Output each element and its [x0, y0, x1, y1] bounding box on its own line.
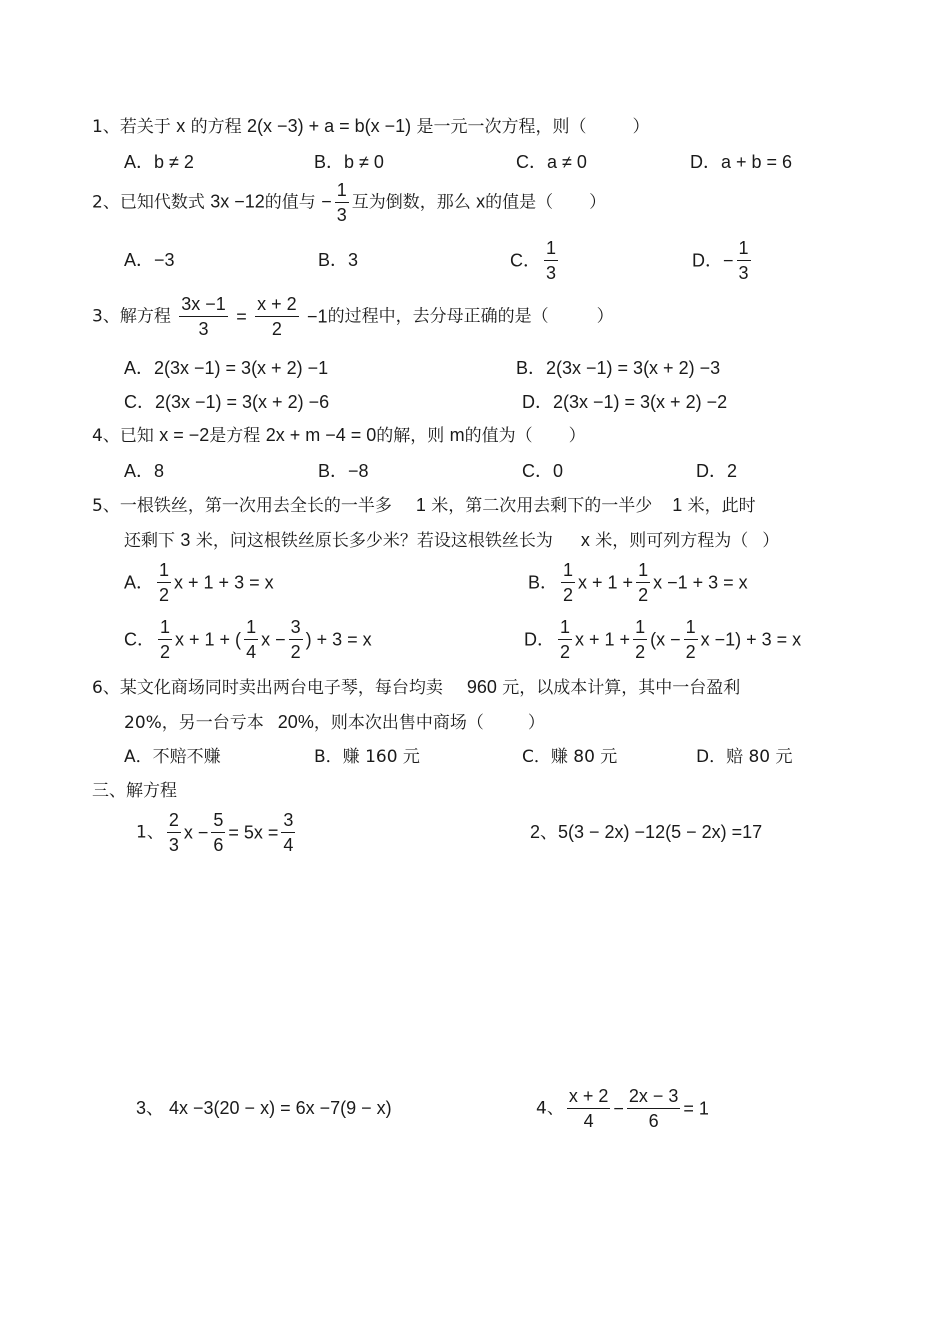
q4-equation: 2x + m −4 = 0 [265, 425, 377, 445]
q4-text: 是方程 [209, 426, 261, 446]
q3-option-d: D．2(3x −1) = 3(x + 2) −2 [522, 392, 728, 412]
q1-text: 的方程 [190, 117, 242, 137]
q3-text: 3、解方程 [92, 306, 171, 327]
q2-option-d: D．− $\frac{1}{3}$ [692, 238, 749, 283]
q2-option-c: C． $\frac{1}{3}$ [510, 238, 557, 283]
q1-text: 1、若关于 [92, 117, 171, 137]
q2-text: 2、已知代数式 [92, 192, 205, 213]
q5-stem-line2 [124, 528, 779, 553]
q6-stem-line2 [124, 710, 545, 735]
q6-text: 元，以成本计算，其中一台盈利 [502, 678, 741, 698]
q5-text: 5、一根铁丝，第一次用去全长的一半多 [92, 496, 392, 516]
q1-stem [92, 114, 650, 139]
q6-number: 960 [466, 677, 497, 697]
q3-minus-one: −1 [307, 306, 328, 327]
q3-option-a: A．2(3x −1) = 3(x + 2) −1 [124, 358, 329, 378]
problem-4: 4、 $\frac{x + 2}{4}$ − $\frac{2x - 3}{6}$ = 1 [536, 1086, 709, 1131]
q2-option-a: A．−3 [124, 250, 175, 270]
q5-option-b: B． $\frac{1}{2}$ x + 1 + $\frac{1}{2}$ x −1 + 3 = x [528, 560, 748, 605]
q2-minus: − [321, 191, 332, 212]
section-title: 三、解方程 [92, 781, 177, 801]
q6-option-c: C．赚 80 元 [522, 747, 618, 767]
problem-2: 2、5(3 − 2x) −12(5 − 2x) =17 [530, 822, 763, 842]
q6-text: ，则本次出售中商场（ [313, 713, 484, 733]
q1-option-c: C．a ≠ 0 [516, 152, 587, 172]
q3-fraction-right: $\frac{x + 2}{2}$ [257, 294, 297, 339]
q3-option-b: B．2(3x −1) = 3(x + 2) −3 [516, 358, 721, 378]
q5-text: 米，第二次用去剩下的一半少 [431, 496, 653, 516]
q5-stem-line1 [92, 493, 756, 518]
problem-1: 1、 $\frac{2}{3}$ x − $\frac{5}{6}$ = 5x = $\frac{3}{4}$ [136, 810, 294, 855]
q1-option-a: A．b ≠ 2 [124, 152, 194, 172]
q2-option-c-fraction: $\frac{1}{3}$ [546, 238, 557, 283]
q6-text: ） [527, 713, 545, 733]
q5-option-a: A． $\frac{1}{2}$ x + 1 + 3 = x [124, 560, 274, 605]
q4-stem [92, 423, 586, 448]
q3-equals: = [236, 306, 247, 327]
q1-var: x [176, 116, 186, 136]
q6-stem-line1 [92, 675, 740, 700]
problem-3: 3、 4x −3(20 − x) = 6x −7(9 − x) [136, 1098, 392, 1118]
q5-number: 1 [415, 495, 426, 515]
q5-text: ） [762, 531, 780, 551]
q3-fraction-left: $\frac{3x -1}{3}$ [181, 294, 226, 339]
q2-text: 的值是（ [485, 192, 554, 213]
q4-text: 的解，则 [376, 426, 445, 446]
q1-text: ） [632, 117, 650, 137]
q3-option-c: C．2(3x −1) = 3(x + 2) −6 [124, 392, 330, 412]
q5-option-c: C． $\frac{1}{2}$ x + 1 + ( $\frac{1}{4}$ x − $\frac{3}{2}$ ) + 3 = x [124, 617, 372, 662]
q5-text: 米，此时 [687, 496, 756, 516]
q2-fraction: $\frac{1}{3}$ [336, 180, 347, 225]
q3-text: ） [596, 306, 614, 327]
q2-text: 互为倒数，那么 [351, 192, 471, 213]
q5-number: 3 [180, 530, 191, 550]
q1-equation: 2(x −3) + a = b(x −1) [247, 116, 412, 136]
q4-root: x = −2 [159, 425, 210, 445]
q6-text: 20%，另一台亏本 [124, 713, 264, 733]
q2-text: 的值与 [264, 192, 316, 213]
q2-option-b: B．3 [318, 250, 359, 270]
q5-text: 还剩下 [124, 531, 175, 551]
q4-text: ） [568, 426, 586, 446]
q5-text: 米，问这根铁丝原长多少米？若设这根铁丝长为 [195, 531, 553, 551]
q4-option-a: A．8 [124, 461, 165, 481]
q6-option-b: B．赚 160 元 [314, 747, 420, 767]
q4-var: m [449, 425, 465, 445]
q5-text: 米，则可列方程为（ [595, 531, 749, 551]
q2-option-d-fraction: $\frac{1}{3}$ [738, 238, 749, 283]
q2-var: x [476, 191, 486, 212]
q1-text: 是一元一次方程，则（ [416, 117, 587, 137]
q5-number: 1 [672, 495, 683, 515]
q3-stem [92, 292, 614, 341]
q2-text: ） [589, 192, 607, 213]
q4-option-d: D．2 [696, 461, 738, 481]
q4-text: 的值为（ [464, 426, 533, 446]
q3-text: 的过程中，去分母正确的是（ [327, 306, 549, 327]
q2-expression: 3x −12 [210, 191, 265, 212]
q4-text: 4、已知 [92, 426, 154, 446]
q6-option-a: A．不赔不赚 [124, 747, 221, 767]
q5-var: x [580, 530, 590, 550]
q5-option-d: D． $\frac{1}{2}$ x + 1 + $\frac{1}{2}$ (x − $\frac{1}{2}$ x −1) + 3 = x [524, 617, 802, 662]
q1-option-d: D．a + b = 6 [690, 152, 793, 172]
q6-option-d: D．赔 80 元 [696, 747, 793, 767]
q4-option-c: C．0 [522, 461, 564, 481]
q6-number: 20% [277, 712, 314, 732]
q4-option-b: B．−8 [318, 461, 369, 481]
q2-stem [92, 178, 606, 227]
q1-option-b: B．b ≠ 0 [314, 152, 384, 172]
q6-text: 6、某文化商场同时卖出两台电子琴，每台均卖 [92, 678, 443, 698]
